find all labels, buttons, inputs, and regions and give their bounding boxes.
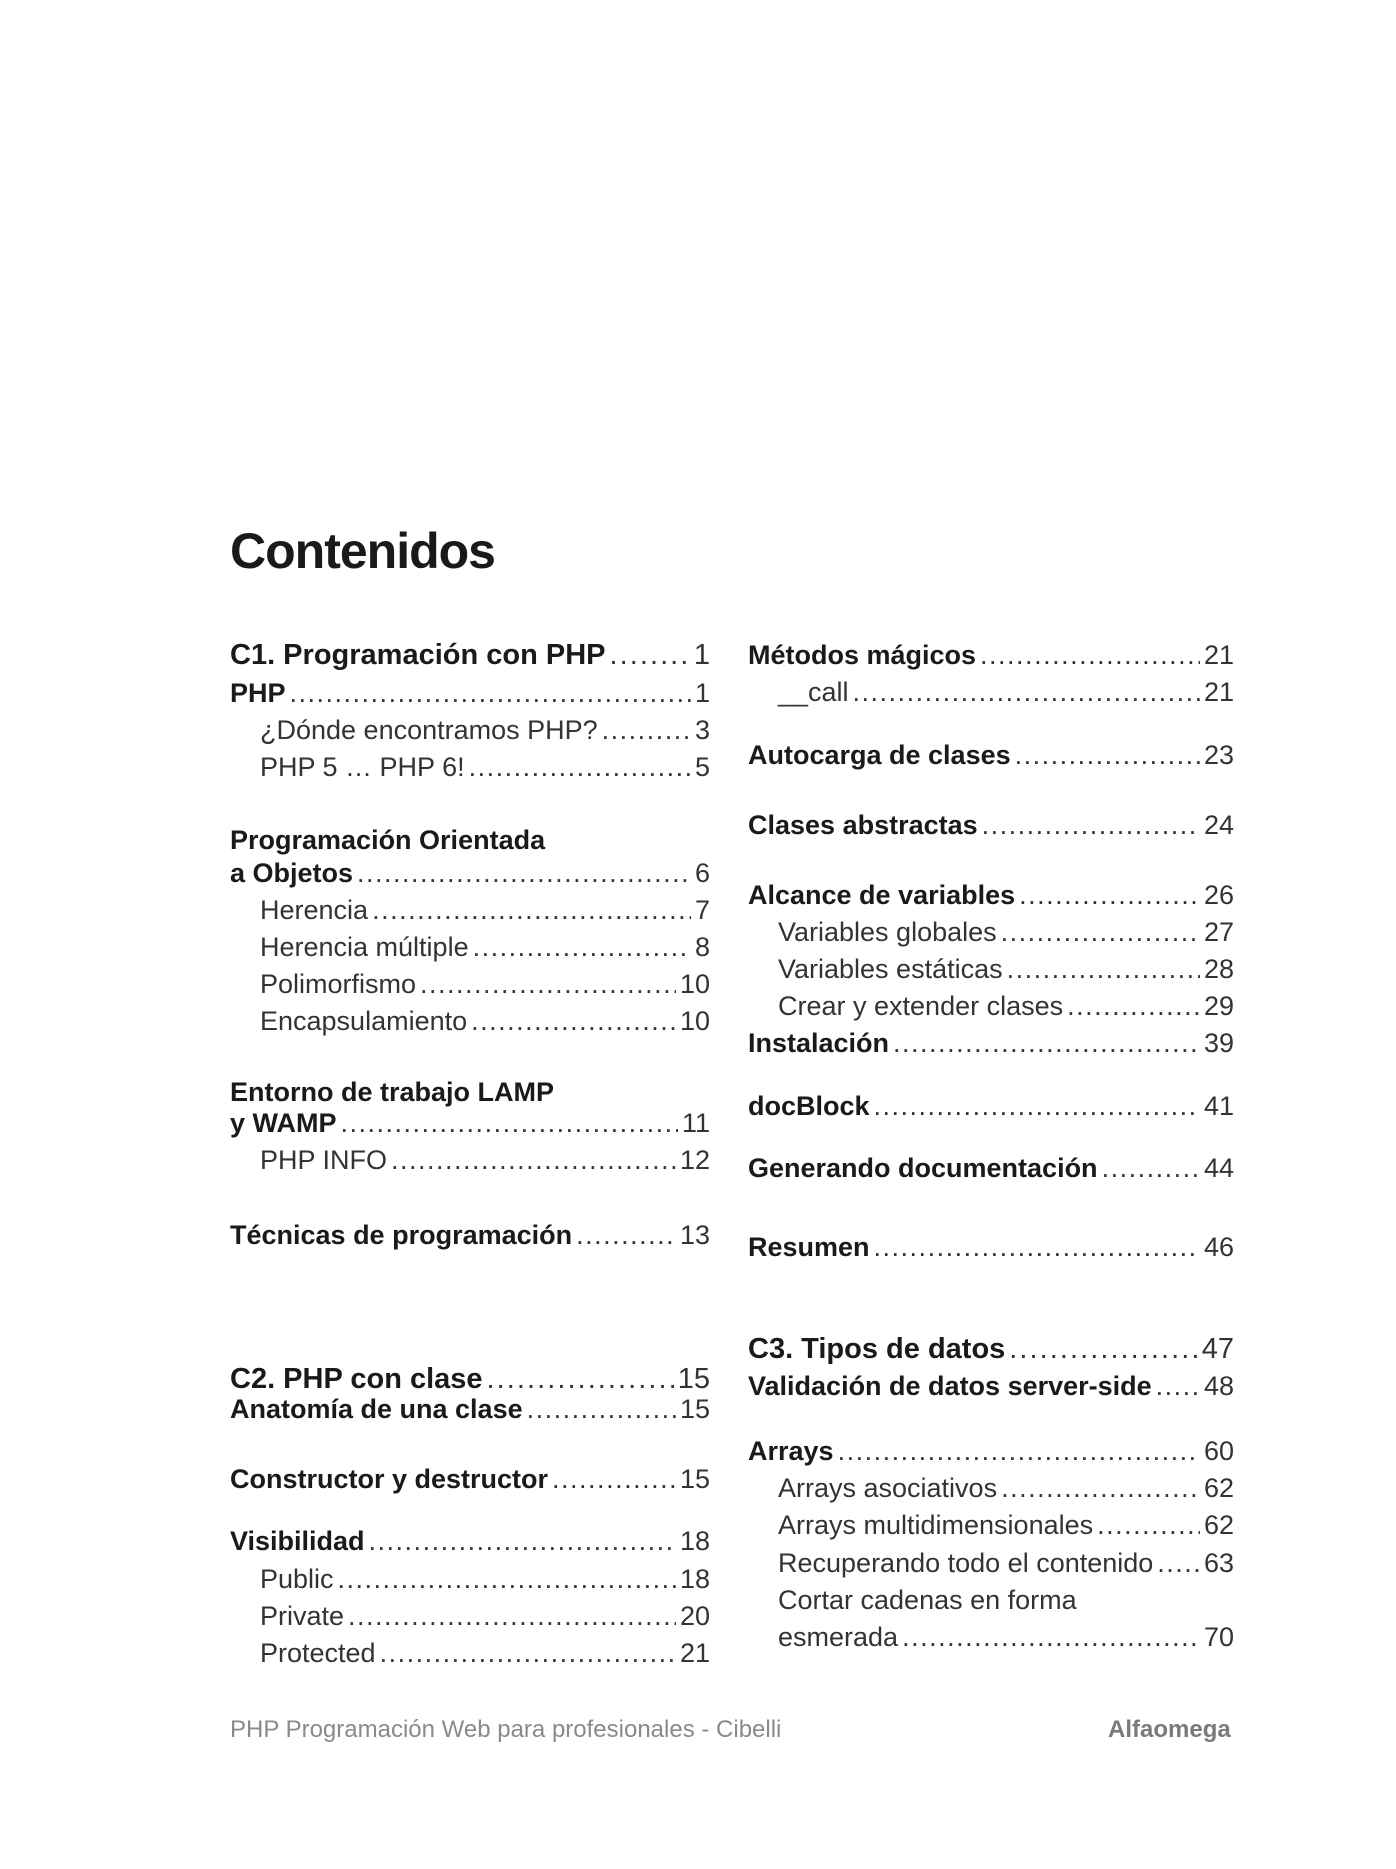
toc-entry[interactable] (748, 877, 1234, 913)
toc-page-number: 6 (694, 858, 710, 888)
toc-entry-title: esmerada (778, 1622, 899, 1652)
toc-page-number: 11 (681, 1108, 710, 1138)
toc-entry-title: Arrays (748, 1436, 834, 1466)
toc-leader-dots (469, 749, 691, 785)
toc-entry[interactable] (230, 1523, 710, 1559)
toc-entry-title: C2. PHP con clase (230, 1363, 483, 1395)
toc-leader-dots (348, 1598, 676, 1634)
toc-leader-dots (391, 1142, 676, 1178)
toc-leader-dots (874, 1229, 1200, 1265)
toc-leader-dots (527, 1391, 676, 1427)
toc-entry[interactable] (778, 1545, 1234, 1581)
toc-page-number: 23 (1203, 740, 1234, 770)
toc-entry[interactable] (260, 749, 710, 785)
toc-page-number: 48 (1203, 1371, 1234, 1401)
toc-page-number: 1 (694, 678, 710, 708)
toc-page-number: 21 (1203, 677, 1234, 707)
toc-entry-title: a Objetos (230, 858, 354, 888)
toc-entry-title: Herencia múltiple (260, 932, 469, 962)
toc-entry-title: Private (260, 1601, 345, 1631)
toc-entry[interactable] (748, 1088, 1234, 1124)
toc-leader-dots (1157, 1545, 1200, 1581)
toc-page-number: 15 (679, 1394, 710, 1424)
toc-leader-dots (369, 1523, 676, 1559)
toc-entry-title: Variables globales (778, 917, 997, 947)
toc-page-number: 70 (1203, 1622, 1234, 1652)
toc-entry-title: Polimorfismo (260, 969, 417, 999)
toc-entry-title: Alcance de variables (748, 880, 1016, 910)
toc-page-number: 18 (679, 1526, 710, 1556)
toc-entry[interactable] (230, 855, 710, 891)
toc-page-number: 1 (693, 639, 710, 671)
toc-entry-title: y WAMP (230, 1108, 337, 1138)
toc-entry[interactable] (748, 1331, 1234, 1367)
toc-entry-title: docBlock (748, 1091, 870, 1121)
toc-leader-dots (874, 1088, 1200, 1124)
toc-page-number: 15 (679, 1464, 710, 1494)
toc-leader-dots (602, 712, 691, 748)
toc-entry[interactable] (260, 1598, 710, 1634)
toc-leader-dots (1001, 1470, 1200, 1506)
toc-entry[interactable] (778, 1619, 1234, 1655)
toc-entry-label: Entorno de trabajo LAMP (230, 1077, 554, 1107)
toc-entry[interactable] (778, 1507, 1234, 1543)
toc-entry-title: Herencia (260, 895, 369, 925)
toc-entry[interactable] (748, 1229, 1234, 1265)
toc-page-number: 39 (1203, 1028, 1234, 1058)
toc-page-number: 3 (694, 715, 710, 745)
toc-entry[interactable] (748, 1433, 1234, 1469)
toc-entry-title: Resumen (748, 1232, 870, 1262)
toc-entry[interactable] (260, 712, 710, 748)
toc-entry-title: PHP (230, 678, 286, 708)
toc-entry-title: Recuperando todo el contenido (778, 1548, 1154, 1578)
toc-leader-dots (1097, 1507, 1200, 1543)
toc-page-number: 15 (677, 1363, 710, 1395)
toc-entry[interactable] (260, 1635, 710, 1671)
toc-page-number: 62 (1203, 1473, 1234, 1503)
toc-entry-title: Técnicas de programación (230, 1220, 573, 1250)
toc-leader-dots (357, 855, 691, 891)
toc-leader-dots (1007, 951, 1200, 987)
toc-entry-title: Visibilidad (230, 1526, 365, 1556)
toc-page-number: 18 (679, 1564, 710, 1594)
toc-leader-dots (902, 1619, 1200, 1655)
toc-leader-dots (980, 637, 1200, 673)
toc-page-number: 21 (679, 1638, 710, 1668)
toc-leader-dots (610, 637, 690, 673)
toc-leader-dots (341, 1105, 678, 1141)
toc-leader-dots (982, 807, 1200, 843)
toc-leader-dots (1102, 1150, 1200, 1186)
toc-leader-dots (1067, 988, 1200, 1024)
toc-entry-title: Instalación (748, 1028, 890, 1058)
toc-entry-title: Generando documentación (748, 1153, 1098, 1183)
toc-entry-title: ¿Dónde encontramos PHP? (260, 715, 598, 745)
toc-entry-title: PHP INFO (260, 1145, 388, 1175)
toc-entry[interactable] (230, 1105, 710, 1141)
toc-entry-title: Clases abstractas (748, 810, 978, 840)
toc-page-number: 7 (694, 895, 710, 925)
toc-page-number: 10 (679, 1006, 710, 1036)
toc-entry[interactable] (748, 737, 1234, 773)
page-title: Contenidos (230, 523, 495, 579)
toc-page-number: 47 (1201, 1333, 1234, 1365)
toc-entry-title: __call (778, 677, 849, 707)
toc-leader-dots (576, 1217, 676, 1253)
toc-entry[interactable] (748, 807, 1234, 843)
toc-entry-title: C3. Tipos de datos (748, 1333, 1006, 1365)
toc-entry[interactable] (260, 966, 710, 1002)
toc-page-number: 12 (679, 1145, 710, 1175)
toc-leader-dots (1156, 1368, 1200, 1404)
toc-entry[interactable] (778, 674, 1234, 710)
toc-page-number: 46 (1203, 1232, 1234, 1262)
toc-page-number: 44 (1203, 1153, 1234, 1183)
toc-entry[interactable] (748, 1368, 1234, 1404)
toc-entry[interactable] (748, 637, 1234, 673)
toc-page-number: 21 (1203, 640, 1234, 670)
toc-leader-dots (473, 929, 691, 965)
toc-page-number: 29 (1203, 991, 1234, 1021)
toc-leader-dots (1019, 877, 1200, 913)
toc-page-number: 20 (679, 1601, 710, 1631)
toc-leader-dots (1001, 914, 1200, 950)
toc-entry-title: Public (260, 1564, 334, 1594)
toc-page-number: 26 (1203, 880, 1234, 910)
toc-entry[interactable] (230, 1461, 710, 1497)
toc-entry[interactable] (748, 1025, 1234, 1061)
toc-page-number: 60 (1203, 1436, 1234, 1466)
toc-entry[interactable] (230, 675, 710, 711)
toc-entry[interactable] (230, 637, 710, 673)
toc-page-number: 13 (679, 1220, 710, 1250)
toc-page-number: 28 (1203, 954, 1234, 984)
toc-entry-title: Variables estáticas (778, 954, 1003, 984)
toc-leader-dots (838, 1433, 1200, 1469)
toc-entry-title: Encapsulamiento (260, 1006, 468, 1036)
toc-leader-dots (471, 1003, 676, 1039)
toc-leader-dots (1009, 1331, 1197, 1367)
toc-entry-title: Validación de datos server-side (748, 1371, 1152, 1401)
toc-entry[interactable] (260, 1003, 710, 1039)
toc-leader-dots (853, 674, 1200, 710)
toc-entry-title: PHP 5 … PHP 6! (260, 752, 465, 782)
toc-page-number: 10 (679, 969, 710, 999)
toc-page-number: 8 (694, 932, 710, 962)
toc-entry[interactable] (260, 929, 710, 965)
toc-entry[interactable] (230, 1217, 710, 1253)
toc-entry-title: Protected (260, 1638, 376, 1668)
toc-entry[interactable] (230, 1391, 710, 1427)
toc-entry-title: Constructor y destructor (230, 1464, 549, 1494)
toc-entry[interactable] (260, 892, 710, 928)
footer-book-title: PHP Programación Web para profesionales - Cibelli (230, 1716, 782, 1743)
toc-entry-label: Programación Orientada (230, 825, 546, 855)
toc-leader-dots (893, 1025, 1200, 1061)
toc-entry[interactable] (778, 1470, 1234, 1506)
toc-page-number: 24 (1203, 810, 1234, 840)
footer-publisher: Alfaomega (1108, 1716, 1231, 1743)
toc-entry[interactable] (748, 1150, 1234, 1186)
toc-entry-title: Crear y extender clases (778, 991, 1064, 1021)
toc-entry-title: C1. Programación con PHP (230, 639, 606, 671)
toc-entry-label: Cortar cadenas en forma (778, 1585, 1077, 1615)
toc-entry-title: Arrays multidimensionales (778, 1510, 1094, 1540)
toc-entry-title: Métodos mágicos (748, 640, 977, 670)
toc-entry[interactable] (260, 1561, 710, 1597)
toc-leader-dots (372, 892, 691, 928)
toc-leader-dots (420, 966, 676, 1002)
toc-entry[interactable] (778, 914, 1234, 950)
toc-entry-title: Anatomía de una clase (230, 1394, 523, 1424)
toc-entry[interactable] (778, 951, 1234, 987)
toc-leader-dots (552, 1461, 676, 1497)
toc-entry[interactable] (260, 1142, 710, 1178)
toc-page-number: 62 (1203, 1510, 1234, 1540)
toc-leader-dots (380, 1635, 676, 1671)
toc-leader-dots (338, 1561, 676, 1597)
toc-leader-dots (1015, 737, 1200, 773)
toc-page-number: 63 (1203, 1548, 1234, 1578)
toc-page-number: 5 (694, 752, 710, 782)
toc-page-number: 27 (1203, 917, 1234, 947)
toc-page-number: 41 (1203, 1091, 1234, 1121)
toc-leader-dots (290, 675, 691, 711)
toc-entry-title: Autocarga de clases (748, 740, 1011, 770)
toc-entry-title: Arrays asociativos (778, 1473, 998, 1503)
toc-entry[interactable] (778, 988, 1234, 1024)
